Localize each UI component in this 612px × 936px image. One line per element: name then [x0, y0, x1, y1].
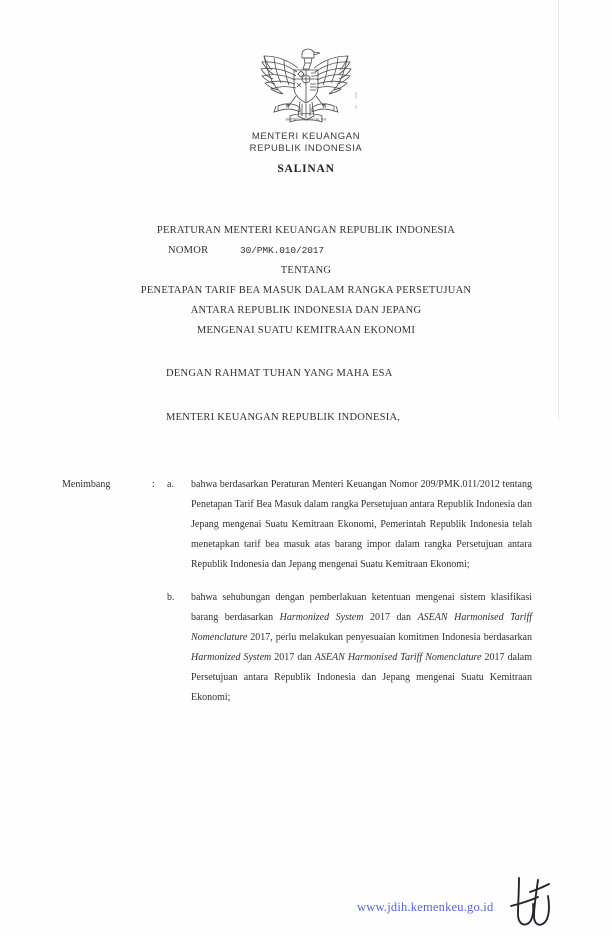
- regulation-heading: PERATURAN MENTERI KEUANGAN REPUBLIK INDONESIA: [156, 225, 456, 236]
- subject-line-2: ANTARA REPUBLIK INDONESIA DAN JEPANG: [190, 305, 422, 316]
- ministry-line-2: REPUBLIK INDONESIA: [249, 143, 363, 154]
- clause-marker: b.: [167, 592, 175, 603]
- ministry-line-1: MENTERI KEUANGAN: [251, 131, 361, 142]
- clause-marker: a.: [167, 479, 174, 490]
- authority-line: MENTERI KEUANGAN REPUBLIK INDONESIA,: [166, 412, 401, 423]
- clause-text: bahwa berdasarkan Peraturan Menteri Keuangan Nomor 209/PMK.011/2012 tentang Penetapan Tarif Bea Masuk dalam rangka Persetujuan antara Republik Indonesia dan Jepang mengenai Suatu Kemitraan Ekonomi, Pemerintah Republik Indonesia telah menetapkan tarif bea masuk atas barang impor dalam rangka Persetujuan antara Republik Indonesia dan Jepang mengenai Suatu Kemitraan Ekonomi;: [191, 479, 532, 570]
- clause-text: bahwa sehubungan dengan pemberlakuan ketentuan mengenai sistem klasifikasi barang berdasarkan Harmonized System 2017 dan ASEAN Harmonised Tariff Nomenclature 2017, perlu melakukan penyesuaian komitmen Indonesia berdasarkan Harmonized System 2017 dan ASEAN Harmonised Tariff Nomenclature 2017 dalam Persetujuan antara Republik Indonesia dan Jepang mengenai Suatu Kemitraan Ekonomi;: [191, 592, 532, 703]
- regulation-number-line: [168, 241, 612, 261]
- considering-colon: :: [152, 479, 155, 490]
- jdih-watermark-url[interactable]: www.jdih.kemenkeu.go.id: [357, 900, 494, 914]
- considering-label: Menimbang: [62, 479, 111, 490]
- copy-mark: SALINAN: [277, 163, 335, 175]
- considering-section: [62, 475, 542, 721]
- document-title-block: [0, 221, 612, 341]
- considering-clause: [62, 588, 542, 708]
- ministry-name: [0, 131, 612, 155]
- considering-clause: [62, 475, 542, 575]
- nomor-value: 30/PMK.010/2017: [240, 245, 325, 256]
- masthead: [0, 46, 612, 175]
- subject-line-1: PENETAPAN TARIF BEA MASUK DALAM RANGKA PERSETUJUAN: [140, 285, 472, 296]
- svg-text:BHINNEKA TUNGGAL IKA: BHINNEKA TUNGGAL IKA: [285, 117, 327, 122]
- garuda-pancasila-emblem: [250, 46, 362, 128]
- tentang-label: TENTANG: [280, 265, 332, 276]
- handwritten-signature: [505, 874, 557, 930]
- blessing-line: DENGAN RAHMAT TUHAN YANG MAHA ESA: [166, 368, 393, 379]
- nomor-label: NOMOR: [168, 245, 209, 256]
- subject-line-3: MENGENAI SUATU KEMITRAAN EKONOMI: [196, 325, 416, 336]
